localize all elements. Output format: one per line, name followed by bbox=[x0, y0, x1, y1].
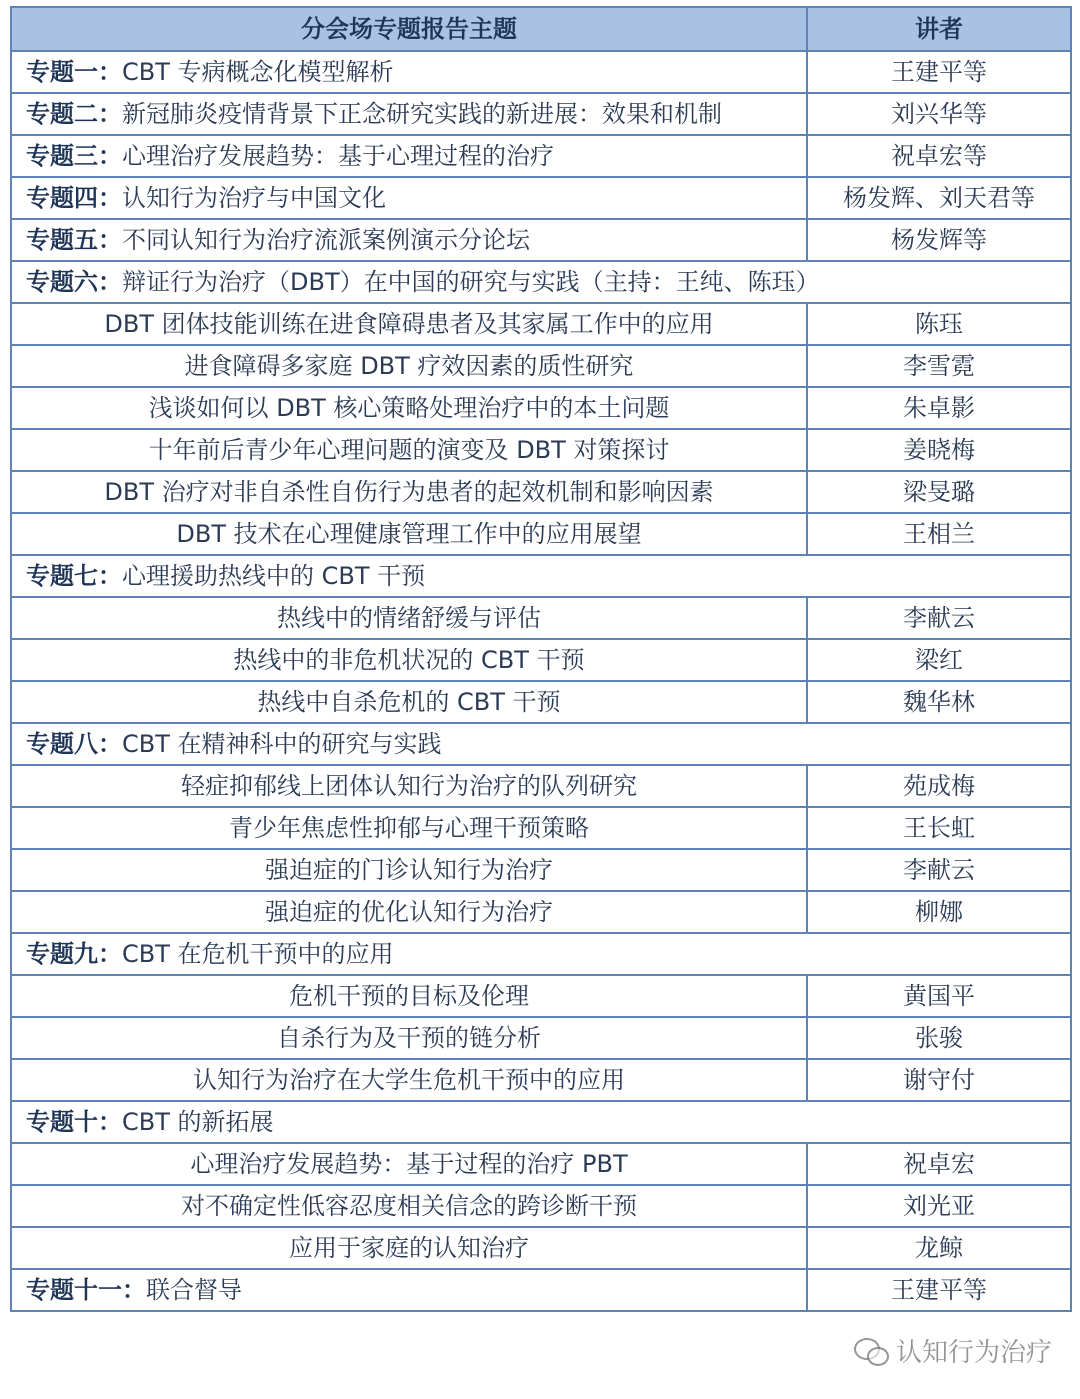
topic-row bbox=[11, 219, 1071, 261]
topic-row bbox=[11, 1101, 1071, 1143]
talk-title: 强迫症的门诊认知行为治疗 bbox=[265, 856, 553, 884]
talk-row bbox=[11, 681, 1071, 723]
topic-row bbox=[11, 93, 1071, 135]
speaker-cell: 刘光亚 bbox=[807, 1185, 1071, 1227]
topic-row bbox=[11, 177, 1071, 219]
topic-row bbox=[11, 933, 1071, 975]
talk-title: 强迫症的优化认知行为治疗 bbox=[265, 898, 553, 926]
topic-number: 专题九： bbox=[26, 940, 122, 968]
talk-row bbox=[11, 639, 1071, 681]
topic-number: 专题五： bbox=[26, 226, 122, 254]
talk-title: 自杀行为及干预的链分析 bbox=[277, 1024, 541, 1052]
speaker-column-header: 讲者 bbox=[807, 7, 1071, 51]
speaker-cell: 朱卓影 bbox=[807, 387, 1071, 429]
speaker-cell: 姜晓梅 bbox=[807, 429, 1071, 471]
speaker-cell: 张骏 bbox=[807, 1017, 1071, 1059]
speaker-cell: 王长虹 bbox=[807, 807, 1071, 849]
topic-title: CBT 专病概念化模型解析 bbox=[122, 58, 394, 86]
talk-row bbox=[11, 1017, 1071, 1059]
wechat-icon bbox=[854, 1338, 888, 1364]
topic-title-cell bbox=[11, 177, 807, 219]
speaker-cell: 梁红 bbox=[807, 639, 1071, 681]
talk-row bbox=[11, 345, 1071, 387]
talk-title: 青少年焦虑性抑郁与心理干预策略 bbox=[229, 814, 589, 842]
talk-row bbox=[11, 1059, 1071, 1101]
speaker-cell: 龙鲸 bbox=[807, 1227, 1071, 1269]
topic-title-cell bbox=[11, 1269, 807, 1311]
talk-title-cell bbox=[11, 303, 807, 345]
topic-title: 辩证行为治疗（DBT）在中国的研究与实践（主持：王纯、陈珏） bbox=[122, 268, 820, 296]
talk-title-cell bbox=[11, 1059, 807, 1101]
talk-title-cell bbox=[11, 429, 807, 471]
topic-row bbox=[11, 51, 1071, 93]
talk-title: 危机干预的目标及伦理 bbox=[289, 982, 529, 1010]
talk-row bbox=[11, 975, 1071, 1017]
topic-title: 心理治疗发展趋势：基于心理过程的治疗 bbox=[122, 142, 554, 170]
talk-title-cell bbox=[11, 471, 807, 513]
talk-title: DBT 技术在心理健康管理工作中的应用展望 bbox=[176, 520, 642, 548]
schedule-body bbox=[11, 51, 1071, 1311]
speaker-cell: 柳娜 bbox=[807, 891, 1071, 933]
topic-title: CBT 在精神科中的研究与实践 bbox=[122, 730, 442, 758]
topic-number: 专题一： bbox=[26, 58, 122, 86]
topic-row bbox=[11, 555, 1071, 597]
talk-row bbox=[11, 513, 1071, 555]
talk-title-cell bbox=[11, 513, 807, 555]
speaker-cell: 杨发辉等 bbox=[807, 219, 1071, 261]
talk-title: DBT 治疗对非自杀性自伤行为患者的起效机制和影响因素 bbox=[104, 478, 714, 506]
topic-title-cell bbox=[11, 261, 1071, 303]
talk-title-cell bbox=[11, 765, 807, 807]
talk-title: 热线中自杀危机的 CBT 干预 bbox=[257, 688, 561, 716]
topic-title: 新冠肺炎疫情背景下正念研究实践的新进展：效果和机制 bbox=[122, 100, 722, 128]
topic-title-cell bbox=[11, 723, 1071, 765]
topic-column-header: 分会场专题报告主题 bbox=[11, 7, 807, 51]
topic-title-cell bbox=[11, 933, 1071, 975]
speaker-cell: 陈珏 bbox=[807, 303, 1071, 345]
speaker-cell: 杨发辉、刘天君等 bbox=[807, 177, 1071, 219]
speaker-cell: 王建平等 bbox=[807, 1269, 1071, 1311]
talk-title: 热线中的非危机状况的 CBT 干预 bbox=[233, 646, 585, 674]
topic-number: 专题七： bbox=[26, 562, 122, 590]
talk-title-cell bbox=[11, 639, 807, 681]
talk-title-cell bbox=[11, 387, 807, 429]
watermark-text: 认知行为治疗 bbox=[895, 1338, 1052, 1368]
talk-title: 应用于家庭的认知治疗 bbox=[289, 1234, 529, 1262]
talk-title-cell bbox=[11, 1227, 807, 1269]
speaker-cell: 刘兴华等 bbox=[807, 93, 1071, 135]
topic-title-cell bbox=[11, 135, 807, 177]
talk-row bbox=[11, 765, 1071, 807]
speaker-cell: 祝卓宏等 bbox=[807, 135, 1071, 177]
talk-title: 十年前后青少年心理问题的演变及 DBT 对策探讨 bbox=[148, 436, 670, 464]
topic-row bbox=[11, 1269, 1071, 1311]
speaker-cell: 谢守付 bbox=[807, 1059, 1071, 1101]
topic-title-cell bbox=[11, 219, 807, 261]
speaker-cell: 梁旻璐 bbox=[807, 471, 1071, 513]
topic-title-cell bbox=[11, 1101, 1071, 1143]
talk-row bbox=[11, 849, 1071, 891]
talk-title-cell bbox=[11, 891, 807, 933]
talk-row bbox=[11, 1143, 1071, 1185]
talk-title-cell bbox=[11, 1185, 807, 1227]
topic-row bbox=[11, 261, 1071, 303]
topic-number: 专题六： bbox=[26, 268, 122, 296]
talk-title-cell bbox=[11, 975, 807, 1017]
talk-title-cell bbox=[11, 597, 807, 639]
talk-title-cell bbox=[11, 807, 807, 849]
table-header-row bbox=[11, 7, 1071, 51]
speaker-cell: 李献云 bbox=[807, 849, 1071, 891]
topic-number: 专题二： bbox=[26, 100, 122, 128]
talk-title: 对不确定性低容忍度相关信念的跨诊断干预 bbox=[181, 1192, 637, 1220]
speaker-cell: 李献云 bbox=[807, 597, 1071, 639]
talk-title: 热线中的情绪舒缓与评估 bbox=[277, 604, 541, 632]
topic-title-cell bbox=[11, 51, 807, 93]
talk-row bbox=[11, 303, 1071, 345]
speaker-cell: 李雪霓 bbox=[807, 345, 1071, 387]
talk-title: 心理治疗发展趋势：基于过程的治疗 PBT bbox=[190, 1150, 628, 1178]
topic-title: CBT 在危机干预中的应用 bbox=[122, 940, 394, 968]
talk-row bbox=[11, 597, 1071, 639]
schedule-table bbox=[10, 6, 1072, 1312]
talk-title: DBT 团体技能训练在进食障碍患者及其家属工作中的应用 bbox=[104, 310, 714, 338]
topic-number: 专题八： bbox=[26, 730, 122, 758]
topic-title-cell bbox=[11, 93, 807, 135]
topic-title: CBT 的新拓展 bbox=[122, 1108, 274, 1136]
watermark bbox=[854, 1332, 1052, 1369]
speaker-cell: 王建平等 bbox=[807, 51, 1071, 93]
talk-title: 进食障碍多家庭 DBT 疗效因素的质性研究 bbox=[184, 352, 634, 380]
talk-row bbox=[11, 1185, 1071, 1227]
talk-title-cell bbox=[11, 1143, 807, 1185]
speaker-cell: 王相兰 bbox=[807, 513, 1071, 555]
topic-title: 联合督导 bbox=[146, 1276, 242, 1304]
talk-title-cell bbox=[11, 849, 807, 891]
topic-number: 专题四： bbox=[26, 184, 122, 212]
talk-row bbox=[11, 807, 1071, 849]
talk-row bbox=[11, 387, 1071, 429]
speaker-cell: 魏华林 bbox=[807, 681, 1071, 723]
topic-title: 认知行为治疗与中国文化 bbox=[122, 184, 386, 212]
topic-number: 专题三： bbox=[26, 142, 122, 170]
talk-row bbox=[11, 471, 1071, 513]
topic-number: 专题十一： bbox=[26, 1276, 146, 1304]
topic-title: 不同认知行为治疗流派案例演示分论坛 bbox=[122, 226, 530, 254]
topic-row bbox=[11, 135, 1071, 177]
talk-row bbox=[11, 429, 1071, 471]
talk-title-cell bbox=[11, 1017, 807, 1059]
speaker-cell: 黄国平 bbox=[807, 975, 1071, 1017]
talk-title-cell bbox=[11, 345, 807, 387]
speaker-cell: 苑成梅 bbox=[807, 765, 1071, 807]
speaker-cell: 祝卓宏 bbox=[807, 1143, 1071, 1185]
talk-row bbox=[11, 891, 1071, 933]
topic-number: 专题十： bbox=[26, 1108, 122, 1136]
talk-title: 轻症抑郁线上团体认知行为治疗的队列研究 bbox=[181, 772, 637, 800]
topic-title-cell bbox=[11, 555, 1071, 597]
topic-title: 心理援助热线中的 CBT 干预 bbox=[122, 562, 426, 590]
schedule-table-container bbox=[10, 6, 1070, 1312]
talk-title-cell bbox=[11, 681, 807, 723]
talk-title: 浅谈如何以 DBT 核心策略处理治疗中的本土问题 bbox=[148, 394, 670, 422]
topic-row bbox=[11, 723, 1071, 765]
talk-row bbox=[11, 1227, 1071, 1269]
talk-title: 认知行为治疗在大学生危机干预中的应用 bbox=[193, 1066, 625, 1094]
